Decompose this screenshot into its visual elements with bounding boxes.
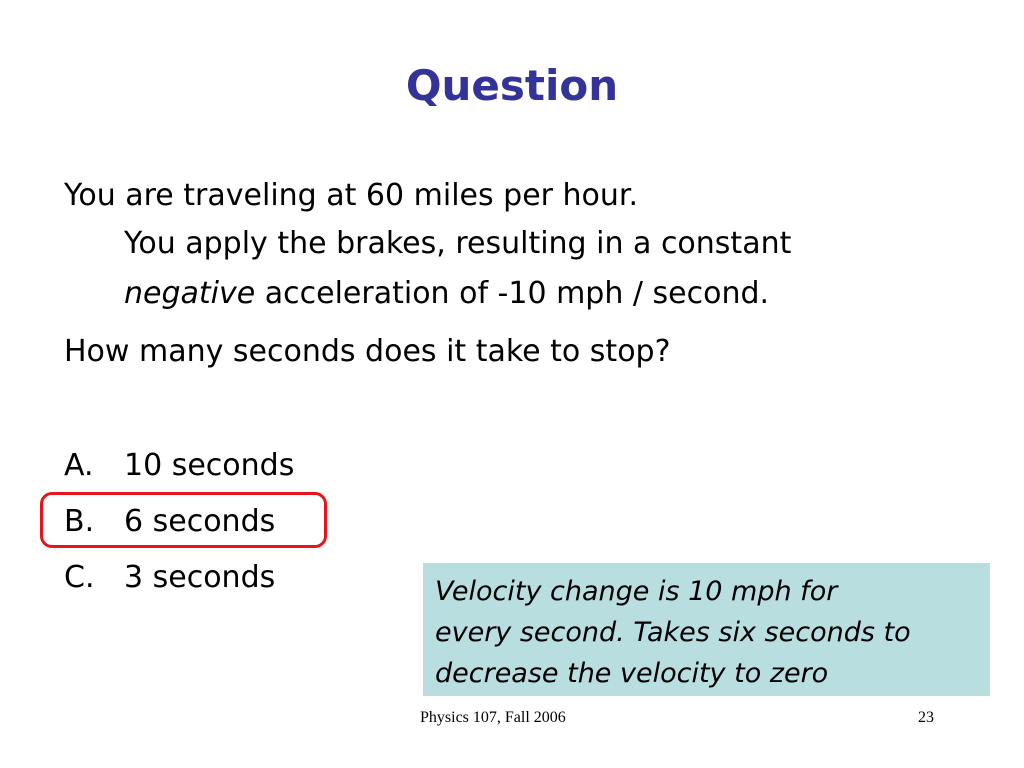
question-line-3 xyxy=(124,268,769,320)
explanation-line-1: Velocity change is 10 mph for xyxy=(435,576,838,607)
choice-c xyxy=(64,550,275,606)
question-line-3-rest: acceleration of -10 mph / second. xyxy=(255,276,770,311)
choice-c-letter: C. xyxy=(64,560,95,595)
footer-page-number: 23 xyxy=(918,709,934,726)
choice-a-letter: A. xyxy=(64,448,94,483)
choice-a-text: 10 seconds xyxy=(124,448,295,483)
question-line-2: You apply the brakes, resulting in a constant xyxy=(124,226,792,261)
choice-b-letter: B. xyxy=(64,504,95,539)
choice-c-text: 3 seconds xyxy=(124,560,276,595)
explanation-line-2: every second. Takes six seconds to xyxy=(435,617,911,648)
explanation-box xyxy=(423,563,990,696)
negative-emphasis: negative xyxy=(124,276,256,311)
question-prompt: How many seconds does it take to stop? xyxy=(64,334,671,369)
footer-course: Physics 107, Fall 2006 xyxy=(420,709,566,726)
choice-b-text: 6 seconds xyxy=(124,504,276,539)
choice-a xyxy=(64,438,294,494)
slide-title: Question xyxy=(405,61,619,110)
explanation-line-3: decrease the velocity to zero xyxy=(435,658,829,689)
question-line-1: You are traveling at 60 miles per hour. xyxy=(64,178,639,213)
correct-answer-ring xyxy=(40,492,327,548)
